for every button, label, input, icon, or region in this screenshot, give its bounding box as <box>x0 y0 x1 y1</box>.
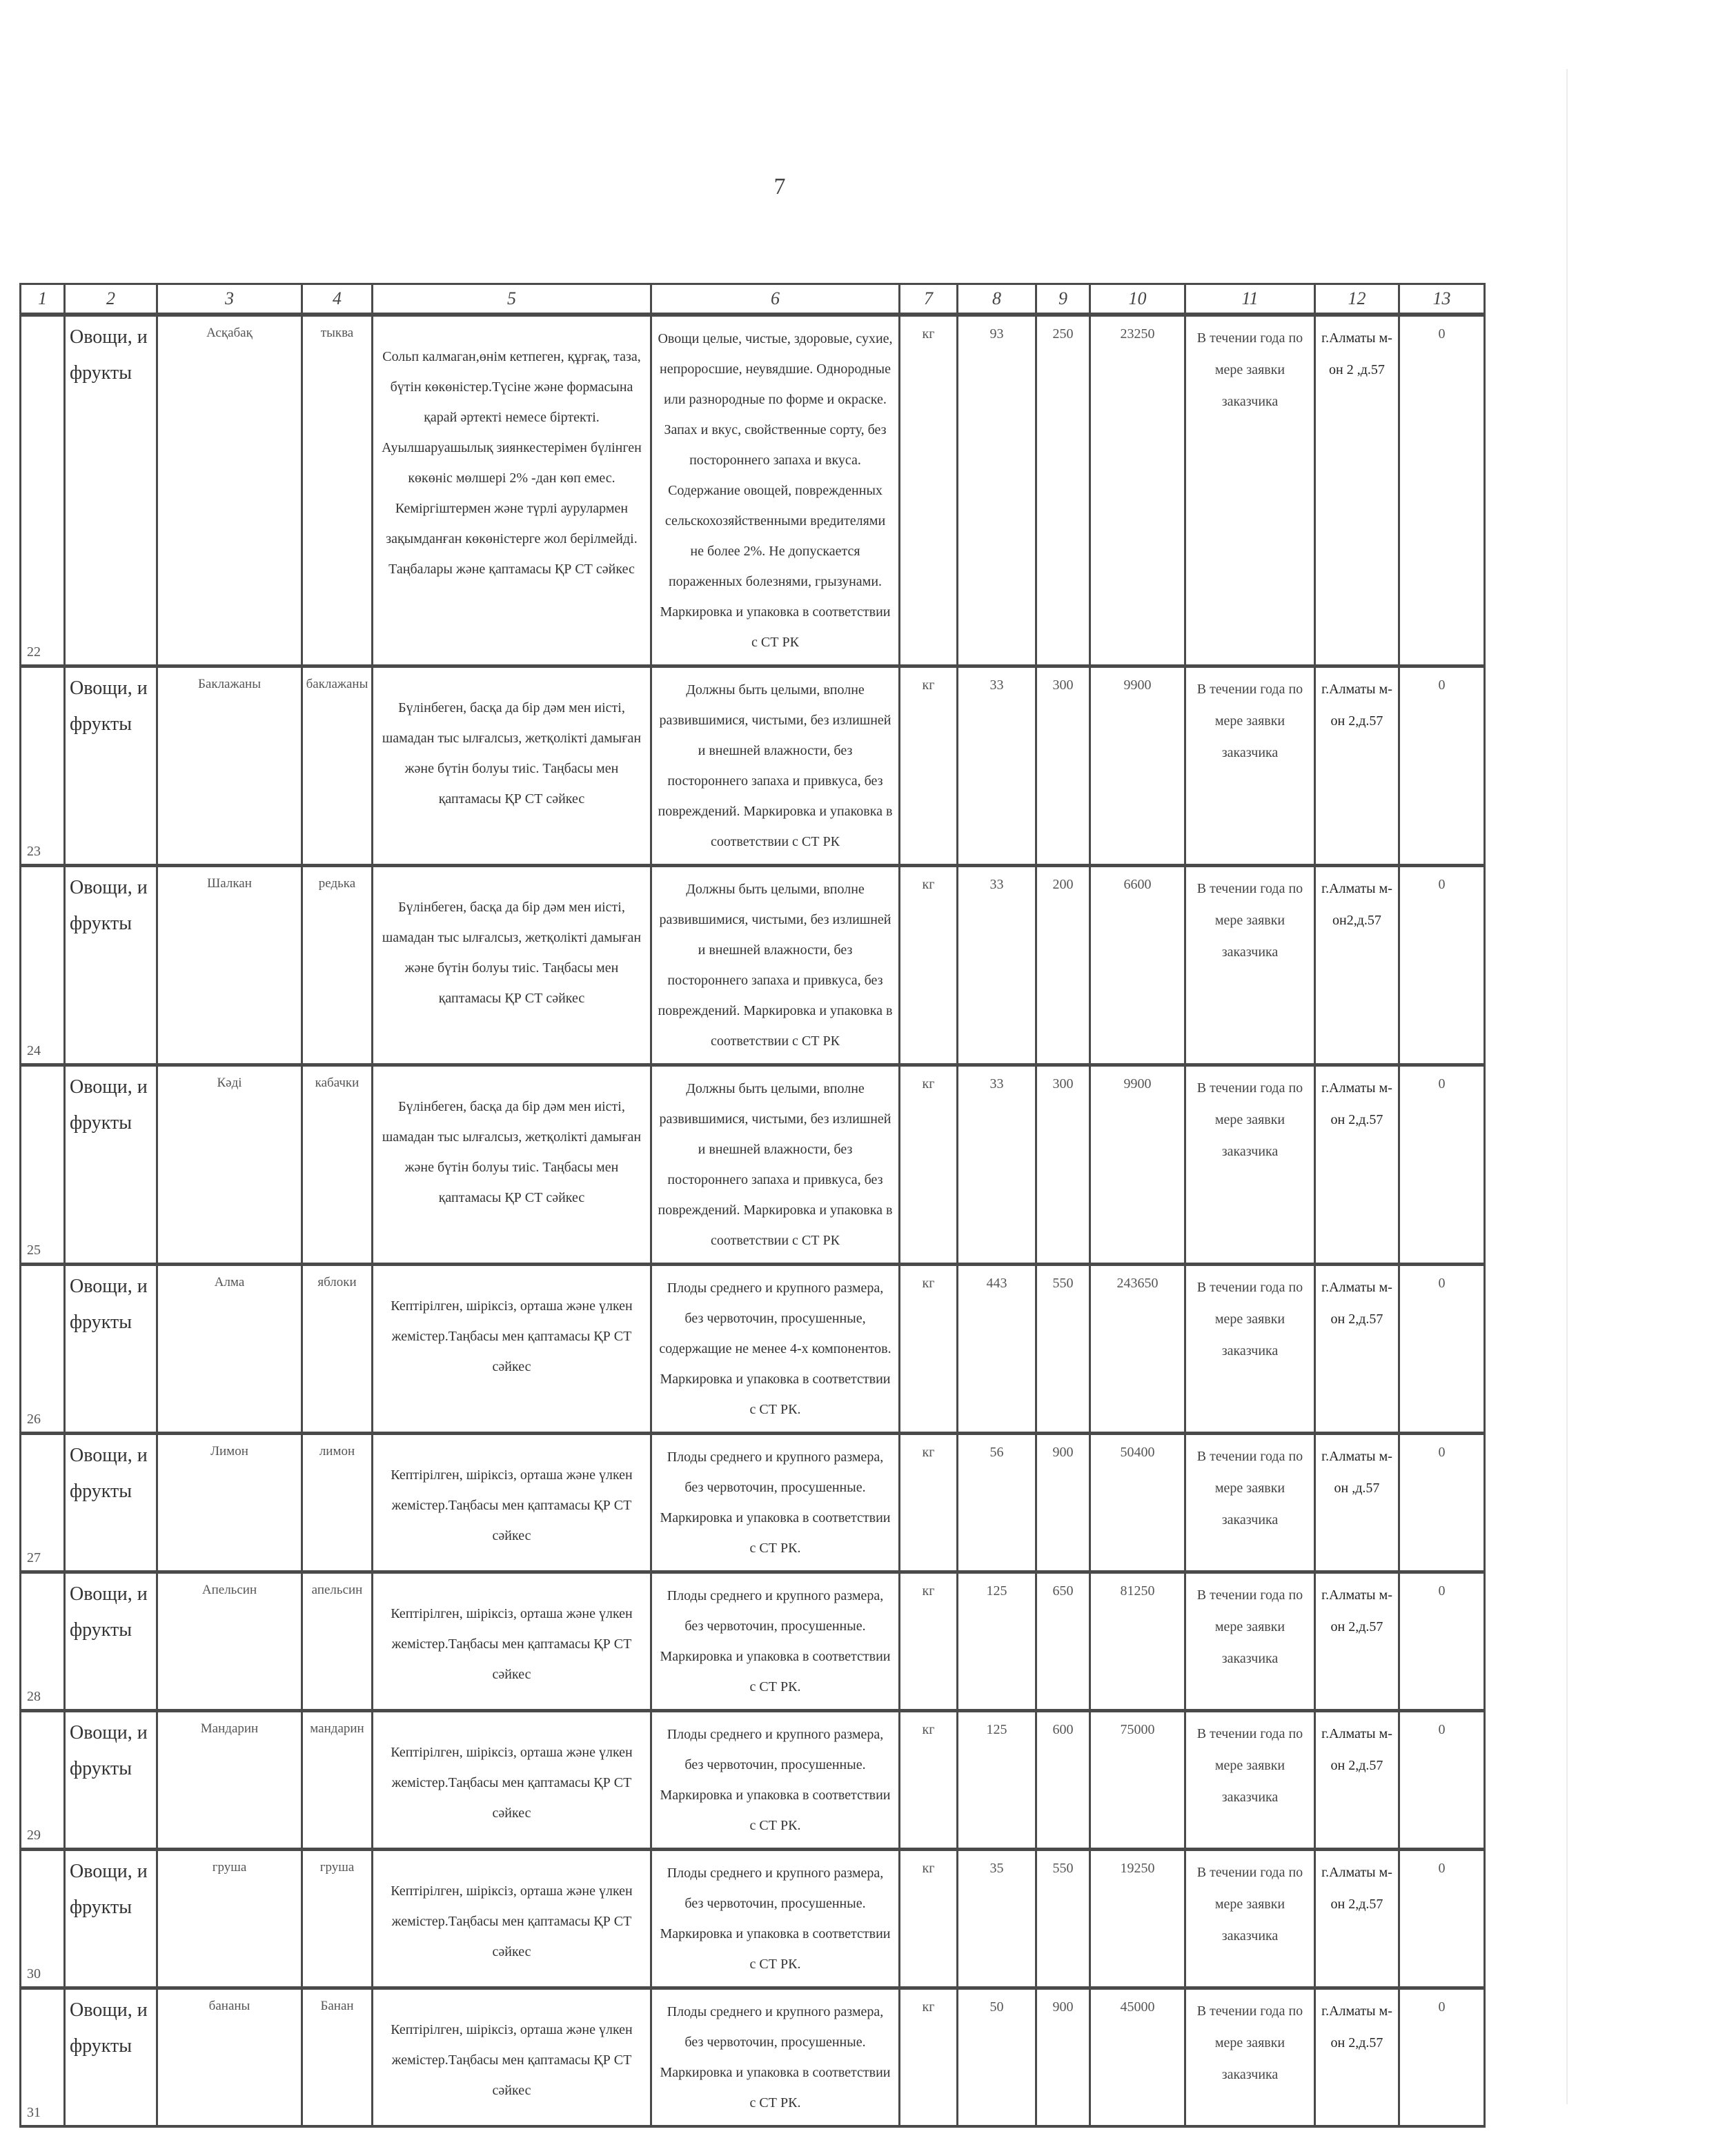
quantity-text: 33 <box>989 678 1004 693</box>
table-row <box>21 866 1485 1065</box>
table-row <box>21 1065 1485 1265</box>
delivery-place-text: г.Алматы м-он 2,д.57 <box>1321 2004 1392 2050</box>
name-kz-cell <box>302 1434 373 1572</box>
column-number: 5 <box>373 284 651 315</box>
quantity-text: 443 <box>986 1276 1007 1291</box>
row-number: 27 <box>27 1550 41 1565</box>
description-kz-cell <box>373 1572 651 1711</box>
table-row <box>21 1711 1485 1850</box>
name-ru-text: Лимон <box>210 1444 248 1458</box>
delivery-place-text: г.Алматы м-он 2,д.57 <box>1321 1865 1392 1912</box>
advance-cell <box>1399 866 1485 1065</box>
quantity-text: 35 <box>989 1861 1004 1876</box>
name-ru-cell <box>157 1265 302 1434</box>
advance-cell <box>1399 315 1485 666</box>
price-cell <box>1036 866 1090 1065</box>
description-ru-cell <box>651 315 900 666</box>
category-text: Овощи, и фрукты <box>70 1076 148 1134</box>
quantity-text: 33 <box>989 877 1004 892</box>
advance-text: 0 <box>1438 1861 1446 1876</box>
description-kz-cell <box>373 866 651 1065</box>
advance-text: 0 <box>1438 1276 1446 1291</box>
row-number-cell <box>21 1850 65 1988</box>
description-kz-text: Кептірілген, шіріксіз, орташа және үлкен жемістер.Таңбасы мен қаптамасы ҚР СТ сәйкес <box>391 1467 633 1543</box>
unit-text: кг <box>922 1722 935 1737</box>
category-cell <box>65 315 157 666</box>
sum-text: 243650 <box>1116 1276 1159 1291</box>
price-cell <box>1036 1711 1090 1850</box>
sum-text: 50400 <box>1120 1445 1155 1460</box>
delivery-term-text: В течении года по мере заявки заказчика <box>1196 1865 1303 1944</box>
name-ru-text: Алма <box>214 1275 245 1289</box>
delivery-place-cell <box>1315 1711 1399 1850</box>
delivery-place-cell <box>1315 315 1399 666</box>
price-text: 900 <box>1052 1999 1074 2015</box>
description-kz-text: Кептірілген, шіріксіз, орташа және үлкен жемістер.Таңбасы мен қаптамасы ҚР СТ сәйкес <box>391 1606 633 1682</box>
column-number: 7 <box>900 284 958 315</box>
delivery-place-cell <box>1315 1572 1399 1711</box>
delivery-place-text: г.Алматы м-он2,д.57 <box>1321 881 1392 928</box>
table-row <box>21 1434 1485 1572</box>
name-kz-cell <box>302 1265 373 1434</box>
description-kz-text: Кептірілген, шіріксіз, орташа және үлкен жемістер.Таңбасы мен қаптамасы ҚР СТ сәйкес <box>391 1883 633 1959</box>
row-number-cell <box>21 866 65 1065</box>
advance-cell <box>1399 1065 1485 1265</box>
name-ru-cell <box>157 315 302 666</box>
delivery-place-text: г.Алматы м-он 2,д.57 <box>1321 1080 1392 1127</box>
category-text: Овощи, и фрукты <box>70 326 148 384</box>
category-text: Овощи, и фрукты <box>70 1276 148 1333</box>
name-ru-cell <box>157 1988 302 2127</box>
delivery-place-text: г.Алматы м-он 2,д.57 <box>1321 682 1392 729</box>
unit-text: кг <box>922 877 935 892</box>
price-cell <box>1036 1988 1090 2127</box>
delivery-term-cell <box>1185 1711 1315 1850</box>
name-ru-text: Кәді <box>217 1076 242 1090</box>
price-text: 250 <box>1052 326 1074 342</box>
quantity-text: 93 <box>989 326 1004 342</box>
name-kz-text: лимон <box>319 1444 355 1458</box>
delivery-place-cell <box>1315 1988 1399 2127</box>
unit-cell <box>900 1434 958 1572</box>
delivery-place-cell <box>1315 1065 1399 1265</box>
category-cell <box>65 1265 157 1434</box>
column-number: 2 <box>65 284 157 315</box>
delivery-term-text: В течении года по мере заявки заказчика <box>1196 2004 1303 2082</box>
sum-cell <box>1090 866 1185 1065</box>
quantity-text: 50 <box>989 1999 1004 2015</box>
delivery-term-cell <box>1185 1572 1315 1711</box>
advance-text: 0 <box>1438 1445 1446 1460</box>
price-cell <box>1036 1265 1090 1434</box>
price-cell <box>1036 1065 1090 1265</box>
unit-cell <box>900 1988 958 2127</box>
delivery-term-cell <box>1185 866 1315 1065</box>
row-number-cell <box>21 1065 65 1265</box>
name-kz-cell <box>302 1988 373 2127</box>
advance-cell <box>1399 1572 1485 1711</box>
quantity-cell <box>958 315 1036 666</box>
name-ru-cell <box>157 1850 302 1988</box>
category-text: Овощи, и фрукты <box>70 678 148 735</box>
advance-cell <box>1399 1265 1485 1434</box>
page-number: 7 <box>773 174 786 199</box>
price-cell <box>1036 1850 1090 1988</box>
table-row <box>21 1572 1485 1711</box>
category-cell <box>65 1711 157 1850</box>
name-ru-cell <box>157 1065 302 1265</box>
sum-text: 75000 <box>1120 1722 1155 1737</box>
name-kz-text: баклажаны <box>306 677 368 691</box>
quantity-cell <box>958 1988 1036 2127</box>
description-kz-cell <box>373 1265 651 1434</box>
sum-cell <box>1090 1434 1185 1572</box>
row-number-cell <box>21 315 65 666</box>
unit-cell <box>900 1265 958 1434</box>
quantity-cell <box>958 1265 1036 1434</box>
delivery-term-text: В течении года по мере заявки заказчика <box>1196 682 1303 760</box>
description-kz-text: Кептірілген, шіріксіз, орташа және үлкен жемістер.Таңбасы мен қаптамасы ҚР СТ сәйкес <box>391 1745 633 1821</box>
unit-text: кг <box>922 1861 935 1876</box>
sum-text: 81250 <box>1120 1583 1155 1599</box>
description-ru-cell <box>651 666 900 866</box>
delivery-term-text: В течении года по мере заявки заказчика <box>1196 1449 1303 1527</box>
description-ru-text: Плоды среднего и крупного размера, без червоточин, просушенные. Маркировка и упаковка в соответствии с СТ РК. <box>660 2004 891 2110</box>
name-ru-cell <box>157 1434 302 1572</box>
description-kz-cell <box>373 1065 651 1265</box>
quantity-text: 56 <box>989 1445 1004 1460</box>
description-kz-cell <box>373 1711 651 1850</box>
name-ru-text: Мандарин <box>200 1721 259 1736</box>
procurement-table <box>19 283 1486 2128</box>
price-text: 300 <box>1052 678 1074 693</box>
description-ru-cell <box>651 1434 900 1572</box>
category-cell <box>65 666 157 866</box>
advance-text: 0 <box>1438 1999 1446 2015</box>
name-kz-text: Банан <box>320 1999 354 2013</box>
name-ru-text: груша <box>212 1860 247 1875</box>
quantity-cell <box>958 1572 1036 1711</box>
row-number: 31 <box>27 2105 41 2120</box>
delivery-place-cell <box>1315 866 1399 1065</box>
row-number-cell <box>21 1265 65 1434</box>
category-cell <box>65 1850 157 1988</box>
description-ru-text: Плоды среднего и крупного размера, без червоточин, просушенные. Маркировка и упаковка в соответствии с СТ РК. <box>660 1866 891 1972</box>
description-ru-cell <box>651 1988 900 2127</box>
quantity-cell <box>958 1065 1036 1265</box>
row-number-cell <box>21 1711 65 1850</box>
description-ru-text: Плоды среднего и крупного размера, без червоточин, просушенные. Маркировка и упаковка в соответствии с СТ РК. <box>660 1450 891 1556</box>
price-cell <box>1036 315 1090 666</box>
row-number-cell <box>21 1572 65 1711</box>
description-kz-text: Кептірілген, шіріксіз, орташа және үлкен жемістер.Таңбасы мен қаптамасы ҚР СТ сәйкес <box>391 1298 633 1374</box>
delivery-term-text: В течении года по мере заявки заказчика <box>1196 1280 1303 1358</box>
delivery-term-cell <box>1185 1850 1315 1988</box>
table-row <box>21 666 1485 866</box>
price-cell <box>1036 666 1090 866</box>
column-number-row <box>21 284 1485 315</box>
description-kz-text: Сольп калмаган,өнім кетпеген, құрғақ, таза, бүтін көкөністер.Түсіне және формасына қарай әртекті немесе біртекті. Ауылшаруашылық зиянкестерімен бүлінген көкөніс мөлшері 2% -дан көп емес. Кеміргіштермен және түрлі аурулармен зақымданған көкөністерге жол берілмейді. Таңбалары және қаптамасы ҚР СТ сәйкес <box>382 349 642 577</box>
sum-cell <box>1090 1265 1185 1434</box>
price-cell <box>1036 1434 1090 1572</box>
unit-text: кг <box>922 678 935 693</box>
column-number: 10 <box>1090 284 1185 315</box>
delivery-term-cell <box>1185 1434 1315 1572</box>
name-kz-cell <box>302 1065 373 1265</box>
column-number: 6 <box>651 284 900 315</box>
column-number: 3 <box>157 284 302 315</box>
column-number: 9 <box>1036 284 1090 315</box>
quantity-cell <box>958 1711 1036 1850</box>
advance-text: 0 <box>1438 1722 1446 1737</box>
name-ru-text: бананы <box>208 1999 250 2013</box>
price-text: 650 <box>1052 1583 1074 1599</box>
description-ru-cell <box>651 1572 900 1711</box>
advance-cell <box>1399 1850 1485 1988</box>
category-cell <box>65 1434 157 1572</box>
sum-cell <box>1090 315 1185 666</box>
description-kz-cell <box>373 666 651 866</box>
advance-text: 0 <box>1438 1583 1446 1599</box>
quantity-cell <box>958 1434 1036 1572</box>
unit-text: кг <box>922 1076 935 1091</box>
column-number: 1 <box>21 284 65 315</box>
sum-cell <box>1090 1850 1185 1988</box>
delivery-term-text: В течении года по мере заявки заказчика <box>1196 1726 1303 1805</box>
unit-text: кг <box>922 1276 935 1291</box>
sum-cell <box>1090 1711 1185 1850</box>
advance-cell <box>1399 666 1485 866</box>
unit-cell <box>900 666 958 866</box>
category-cell <box>65 1988 157 2127</box>
name-kz-text: тыква <box>320 326 354 340</box>
row-number: 25 <box>27 1243 41 1258</box>
description-ru-cell <box>651 866 900 1065</box>
name-ru-text: Шалкан <box>207 876 252 891</box>
sum-cell <box>1090 1065 1185 1265</box>
unit-cell <box>900 1850 958 1988</box>
description-ru-text: Овощи целые, чистые, здоровые, сухие, непроросшие, неувядшие. Однородные или разнородные по форме и окраске. Запах и вкус, свойственные сорту, без постороннего запаха и вкуса. Содержание овощей, поврежденных сельскохозяйственными вредителями не более 2%. Не допускается пораженных болезнями, грызунами. Маркировка и упаковка в соответствии с СТ РК <box>658 331 893 650</box>
description-ru-cell <box>651 1711 900 1850</box>
price-text: 900 <box>1052 1445 1074 1460</box>
category-text: Овощи, и фрукты <box>70 1722 148 1779</box>
name-ru-text: Баклажаны <box>198 677 261 691</box>
delivery-term-cell <box>1185 315 1315 666</box>
row-number: 29 <box>27 1828 41 1843</box>
description-kz-text: Бүлінбеген, басқа да бір дәм мен иісті, шамадан тыс ылғалсыз, жетқолікті дамыған және бүтін болуы тиіс. Таңбасы мен қаптамасы ҚР СТ сәйкес <box>382 700 642 807</box>
name-kz-cell <box>302 315 373 666</box>
table-row <box>21 315 1485 666</box>
delivery-place-cell <box>1315 1265 1399 1434</box>
sum-text: 9900 <box>1123 678 1152 693</box>
price-text: 550 <box>1052 1276 1074 1291</box>
quantity-text: 125 <box>986 1583 1007 1599</box>
category-text: Овощи, и фрукты <box>70 1583 148 1641</box>
name-ru-cell <box>157 1572 302 1711</box>
category-text: Овощи, и фрукты <box>70 1999 148 2057</box>
column-number: 11 <box>1185 284 1315 315</box>
delivery-place-text: г.Алматы м-он 2,д.57 <box>1321 1588 1392 1634</box>
table-row <box>21 1850 1485 1988</box>
name-kz-text: апельсин <box>311 1583 363 1597</box>
row-number: 22 <box>27 644 41 660</box>
name-kz-cell <box>302 866 373 1065</box>
unit-text: кг <box>922 1445 935 1460</box>
delivery-place-text: г.Алматы м-он 2,д.57 <box>1321 1280 1392 1327</box>
delivery-place-text: г.Алматы м-он 2,д.57 <box>1321 1726 1392 1773</box>
name-ru-cell <box>157 666 302 866</box>
sum-text: 9900 <box>1123 1076 1152 1091</box>
unit-text: кг <box>922 1999 935 2015</box>
table-row <box>21 1265 1485 1434</box>
description-kz-text: Бүлінбеген, басқа да бір дәм мен иісті, шамадан тыс ылғалсыз, жетқолікті дамыған және бүтін болуы тиіс. Таңбасы мен қаптамасы ҚР СТ сәйкес <box>382 1099 642 1205</box>
description-ru-text: Плоды среднего и крупного размера, без червоточин, просушенные. Маркировка и упаковка в соответствии с СТ РК. <box>660 1588 891 1694</box>
category-text: Овощи, и фрукты <box>70 1445 148 1502</box>
delivery-term-cell <box>1185 666 1315 866</box>
unit-cell <box>900 866 958 1065</box>
row-number: 28 <box>27 1689 41 1704</box>
delivery-place-text: г.Алматы м-он ,д.57 <box>1321 1449 1392 1496</box>
quantity-text: 33 <box>989 1076 1004 1091</box>
description-ru-text: Плоды среднего и крупного размера, без червоточин, просушенные. Маркировка и упаковка в соответствии с СТ РК. <box>660 1727 891 1833</box>
delivery-term-text: В течении года по мере заявки заказчика <box>1196 1588 1303 1666</box>
delivery-term-cell <box>1185 1265 1315 1434</box>
description-ru-text: Должны быть целыми, вполне развившимися, чистыми, без излишней и внешней влажности, без постороннего запаха и привкуса, без повреждений. Маркировка и упаковка в соответствии с СТ РК <box>658 882 893 1049</box>
price-text: 550 <box>1052 1861 1074 1876</box>
quantity-cell <box>958 866 1036 1065</box>
category-cell <box>65 1572 157 1711</box>
price-text: 300 <box>1052 1076 1074 1091</box>
name-kz-cell <box>302 1711 373 1850</box>
row-number-cell <box>21 666 65 866</box>
sum-cell <box>1090 666 1185 866</box>
advance-text: 0 <box>1438 678 1446 693</box>
unit-cell <box>900 1711 958 1850</box>
description-ru-cell <box>651 1065 900 1265</box>
category-text: Овощи, и фрукты <box>70 877 148 934</box>
description-kz-text: Бүлінбеген, басқа да бір дәм мен иісті, шамадан тыс ылғалсыз, жетқолікті дамыған және бүтін болуы тиіс. Таңбасы мен қаптамасы ҚР СТ сәйкес <box>382 900 642 1006</box>
advance-text: 0 <box>1438 326 1446 342</box>
delivery-term-text: В течении года по мере заявки заказчика <box>1196 1080 1303 1159</box>
column-number: 12 <box>1315 284 1399 315</box>
delivery-place-cell <box>1315 1434 1399 1572</box>
quantity-text: 125 <box>986 1722 1007 1737</box>
row-number: 23 <box>27 844 41 859</box>
name-kz-text: мандарин <box>310 1721 364 1736</box>
row-number-cell <box>21 1434 65 1572</box>
table-row <box>21 1988 1485 2127</box>
unit-text: кг <box>922 326 935 342</box>
quantity-cell <box>958 1850 1036 1988</box>
unit-text: кг <box>922 1583 935 1599</box>
column-number: 4 <box>302 284 373 315</box>
description-ru-text: Должны быть целыми, вполне развившимися, чистыми, без излишней и внешней влажности, без постороннего запаха и привкуса, без повреждений. Маркировка и упаковка в соответствии с СТ РК <box>658 682 893 849</box>
description-kz-cell <box>373 1850 651 1988</box>
description-kz-cell <box>373 315 651 666</box>
name-kz-cell <box>302 1850 373 1988</box>
category-cell <box>65 866 157 1065</box>
row-number: 26 <box>27 1412 41 1427</box>
scan-edge-shadow <box>1566 69 1568 2104</box>
price-text: 200 <box>1052 877 1074 892</box>
name-ru-cell <box>157 866 302 1065</box>
name-kz-cell <box>302 1572 373 1711</box>
quantity-cell <box>958 666 1036 866</box>
column-number: 8 <box>958 284 1036 315</box>
delivery-term-cell <box>1185 1988 1315 2127</box>
delivery-place-text: г.Алматы м-он 2 ,д.57 <box>1321 330 1392 377</box>
sum-cell <box>1090 1572 1185 1711</box>
description-kz-text: Кептірілген, шіріксіз, орташа және үлкен жемістер.Таңбасы мен қаптамасы ҚР СТ сәйкес <box>391 2022 633 2098</box>
sum-cell <box>1090 1988 1185 2127</box>
advance-text: 0 <box>1438 877 1446 892</box>
name-ru-cell <box>157 1711 302 1850</box>
advance-cell <box>1399 1711 1485 1850</box>
name-ru-text: Асқабақ <box>206 326 253 340</box>
description-ru-cell <box>651 1265 900 1434</box>
delivery-term-text: В течении года по мере заявки заказчика <box>1196 330 1303 409</box>
description-kz-cell <box>373 1988 651 2127</box>
row-number: 30 <box>27 1966 41 1981</box>
advance-text: 0 <box>1438 1076 1446 1091</box>
category-cell <box>65 1065 157 1265</box>
name-kz-text: яблоки <box>317 1275 357 1289</box>
name-kz-text: редька <box>318 876 356 891</box>
unit-cell <box>900 315 958 666</box>
advance-cell <box>1399 1988 1485 2127</box>
name-kz-text: кабачки <box>315 1076 359 1090</box>
column-number: 13 <box>1399 284 1485 315</box>
row-number-cell <box>21 1988 65 2127</box>
sum-text: 6600 <box>1123 877 1152 892</box>
category-text: Овощи, и фрукты <box>70 1861 148 1918</box>
description-kz-cell <box>373 1434 651 1572</box>
description-ru-cell <box>651 1850 900 1988</box>
delivery-term-cell <box>1185 1065 1315 1265</box>
unit-cell <box>900 1572 958 1711</box>
description-ru-text: Должны быть целыми, вполне развившимися, чистыми, без излишней и внешней влажности, без постороннего запаха и привкуса, без повреждений. Маркировка и упаковка в соответствии с СТ РК <box>658 1081 893 1248</box>
name-kz-text: груша <box>319 1860 355 1875</box>
unit-cell <box>900 1065 958 1265</box>
sum-text: 45000 <box>1120 1999 1155 2015</box>
delivery-place-cell <box>1315 666 1399 866</box>
sum-text: 19250 <box>1120 1861 1155 1876</box>
name-kz-cell <box>302 666 373 866</box>
advance-cell <box>1399 1434 1485 1572</box>
price-cell <box>1036 1572 1090 1711</box>
price-text: 600 <box>1052 1722 1074 1737</box>
description-ru-text: Плоды среднего и крупного размера, без червоточин, просушенные, содержащие не менее 4-х компонентов. Маркировка и упаковка в соответствии с СТ РК. <box>659 1280 891 1417</box>
sum-text: 23250 <box>1120 326 1155 342</box>
delivery-place-cell <box>1315 1850 1399 1988</box>
name-ru-text: Апельсин <box>201 1583 257 1597</box>
row-number: 24 <box>27 1043 41 1058</box>
delivery-term-text: В течении года по мере заявки заказчика <box>1196 881 1303 960</box>
